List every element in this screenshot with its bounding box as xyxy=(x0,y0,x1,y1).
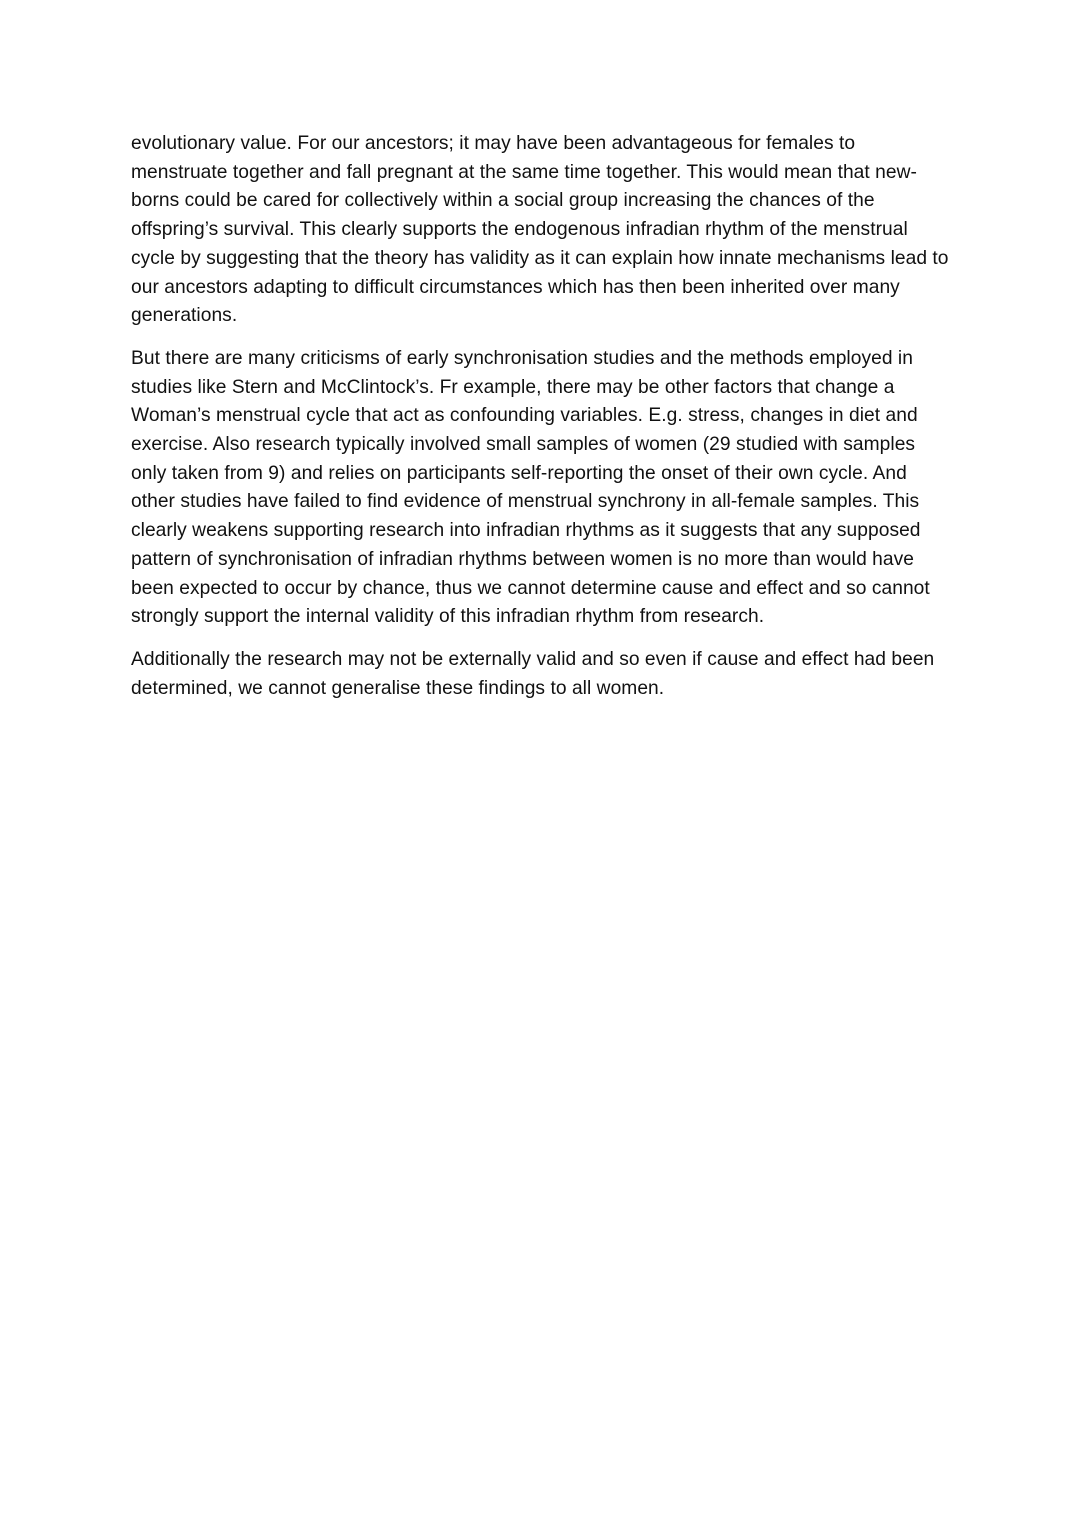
document-body xyxy=(131,130,951,717)
paragraph-criticisms: But there are many criticisms of early synchronisation studies and the methods employed in studies like Stern and McClintock’s. Fr example, there may be other factors that change a Woman’s menstrual cycle that act as confounding variables. E.g. stress, changes in diet and exercise. Also research typically involved small samples of women (29 studied with samples only taken from 9) and relies on participants self-reporting the onset of their own cycle. And other studies have failed to find evidence of menstrual synchrony in all-female samples. This clearly weakens supporting research into infradian rhythms as it suggests that any supposed pattern of synchronisation of infradian rhythms between women is no more than would have been expected to occur by chance, thus we cannot determine cause and effect and so cannot strongly support the internal validity of this infradian rhythm from research. xyxy=(131,347,930,628)
paragraph-evolutionary-value: evolutionary value. For our ancestors; it may have been advantageous for females to menstruate together and fall pregnant at the same time together. This would mean that new-borns could be cared for collectively within a social group increasing the chances of the offspring’s survival. This clearly supports the endogenous infradian rhythm of the menstrual cycle by suggesting that the theory has validity as it can explain how innate mechanisms lead to our ancestors adapting to difficult circumstances which has then been inherited over many generations. xyxy=(131,133,949,327)
paragraph-external-validity: Additionally the research may not be externally valid and so even if cause and effect had been determined, we cannot generalise these findings to all women. xyxy=(131,648,935,699)
